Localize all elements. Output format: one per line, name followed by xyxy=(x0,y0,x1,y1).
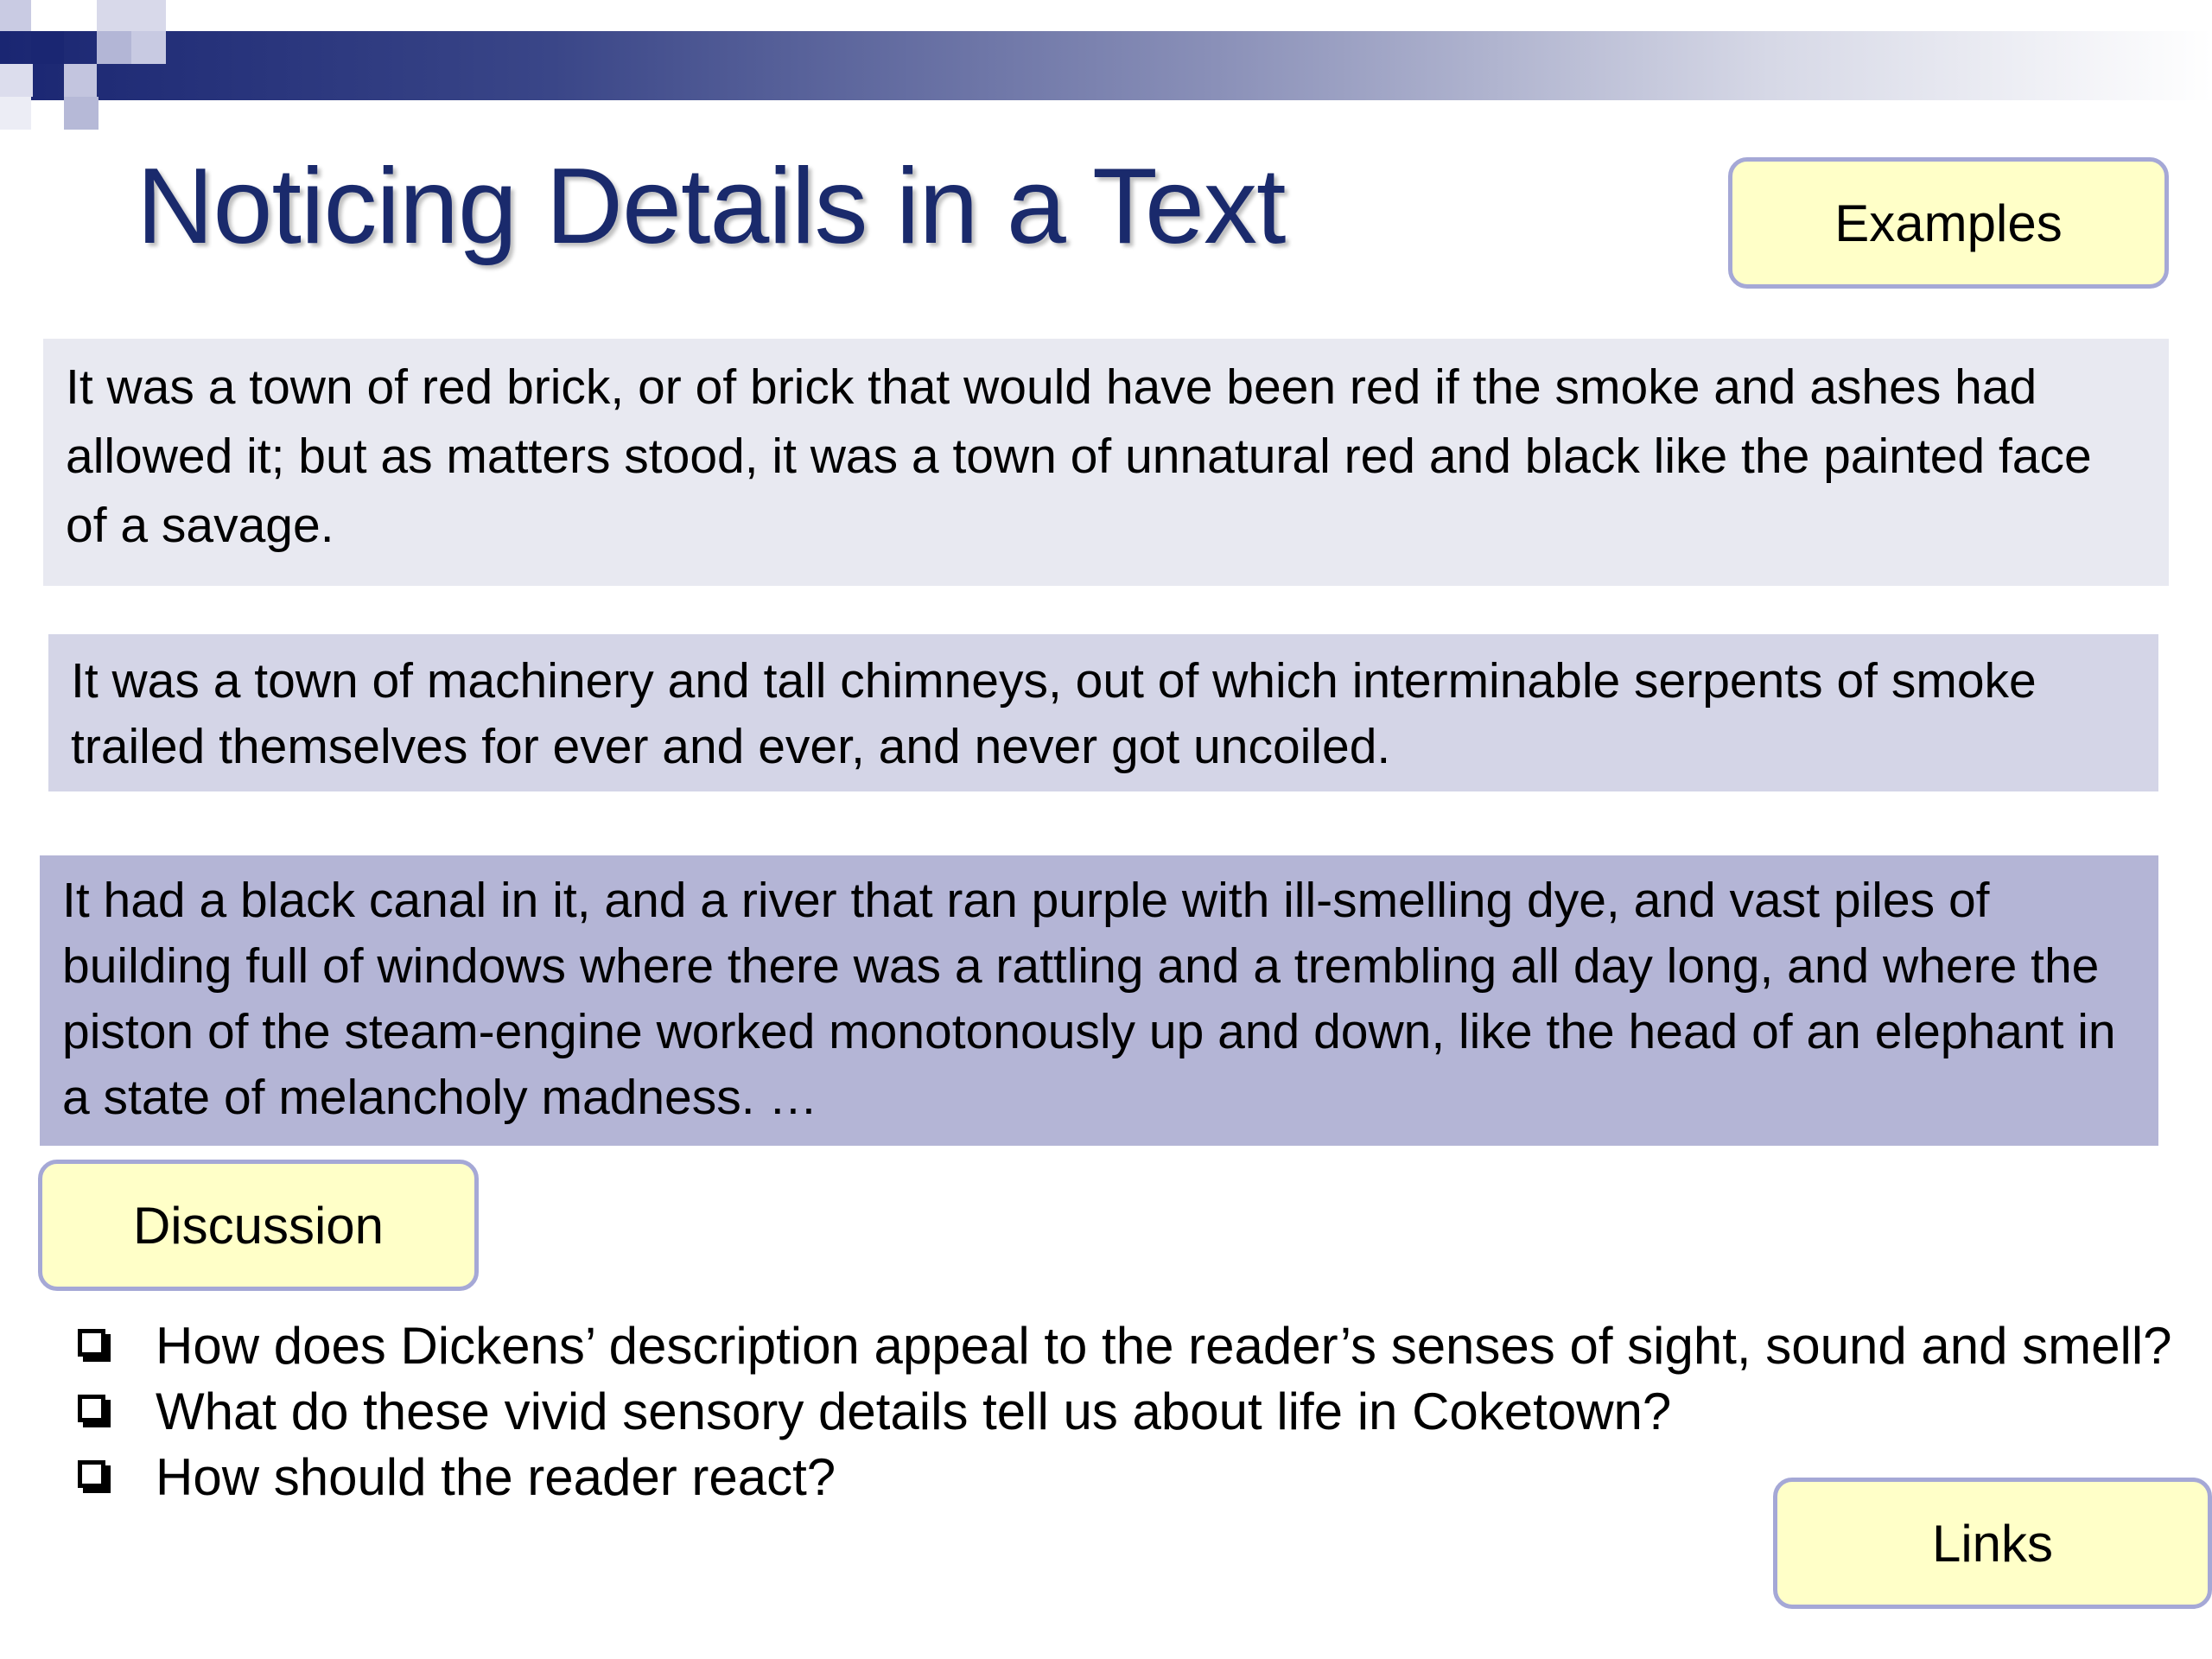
discussion-button[interactable] xyxy=(38,1160,479,1291)
checkbox-square-icon xyxy=(78,1329,105,1357)
question-text: What do these vivid sensory details tell us about life in Coketown? xyxy=(156,1382,1672,1440)
list-item xyxy=(69,1313,2212,1379)
header-decor-square xyxy=(31,31,64,64)
header-decor-square xyxy=(0,0,31,31)
question-text: How should the reader react? xyxy=(156,1448,836,1506)
header-decor-square xyxy=(97,0,166,33)
quote-box-black-canal xyxy=(40,855,2158,1146)
examples-button[interactable] xyxy=(1728,157,2169,289)
quote-text: It was a town of machinery and tall chimneys, out of which interminable serpents of smoke trailed themselves for ever and ever, and never got uncoiled. xyxy=(71,653,2037,774)
examples-button-label: Examples xyxy=(1834,194,2063,252)
discussion-button-label: Discussion xyxy=(132,1196,385,1255)
quote-text: It was a town of red brick, or of brick that would have been red if the smoke and ashes had allowed it; but as matters stood, it was a town of unnatural red and black like the painted face of a savage. xyxy=(66,359,2092,553)
checkbox-square-icon xyxy=(78,1395,105,1422)
checkbox-square-icon xyxy=(78,1460,105,1488)
header-decor-square xyxy=(97,31,131,64)
quote-box-red-brick xyxy=(43,339,2169,586)
links-button-label: Links xyxy=(1931,1514,2054,1573)
header-decor-square xyxy=(0,97,31,130)
header-gradient-bar xyxy=(0,31,2212,100)
slide-title: Noticing Details in a Text xyxy=(137,147,1286,266)
header-decor-square xyxy=(64,97,99,130)
quote-text: It had a black canal in it, and a river that ran purple with ill-smelling dye, and vast piles of building full of windows where there was a rattling and a trembling all day long, and where the piston of the steam-engine worked monotonously up and down, like the head of an elephant in a state of melancholy madness. … xyxy=(62,873,2116,1125)
question-text: How does Dickens’ description appeal to the reader’s senses of sight, sound and smell? xyxy=(156,1317,2172,1375)
quote-box-machinery xyxy=(48,634,2158,791)
header-decor-square xyxy=(0,64,33,97)
links-button[interactable] xyxy=(1773,1478,2212,1609)
header-decor-square xyxy=(64,64,97,97)
header-decor-square xyxy=(131,31,166,64)
list-item xyxy=(69,1379,2160,1445)
